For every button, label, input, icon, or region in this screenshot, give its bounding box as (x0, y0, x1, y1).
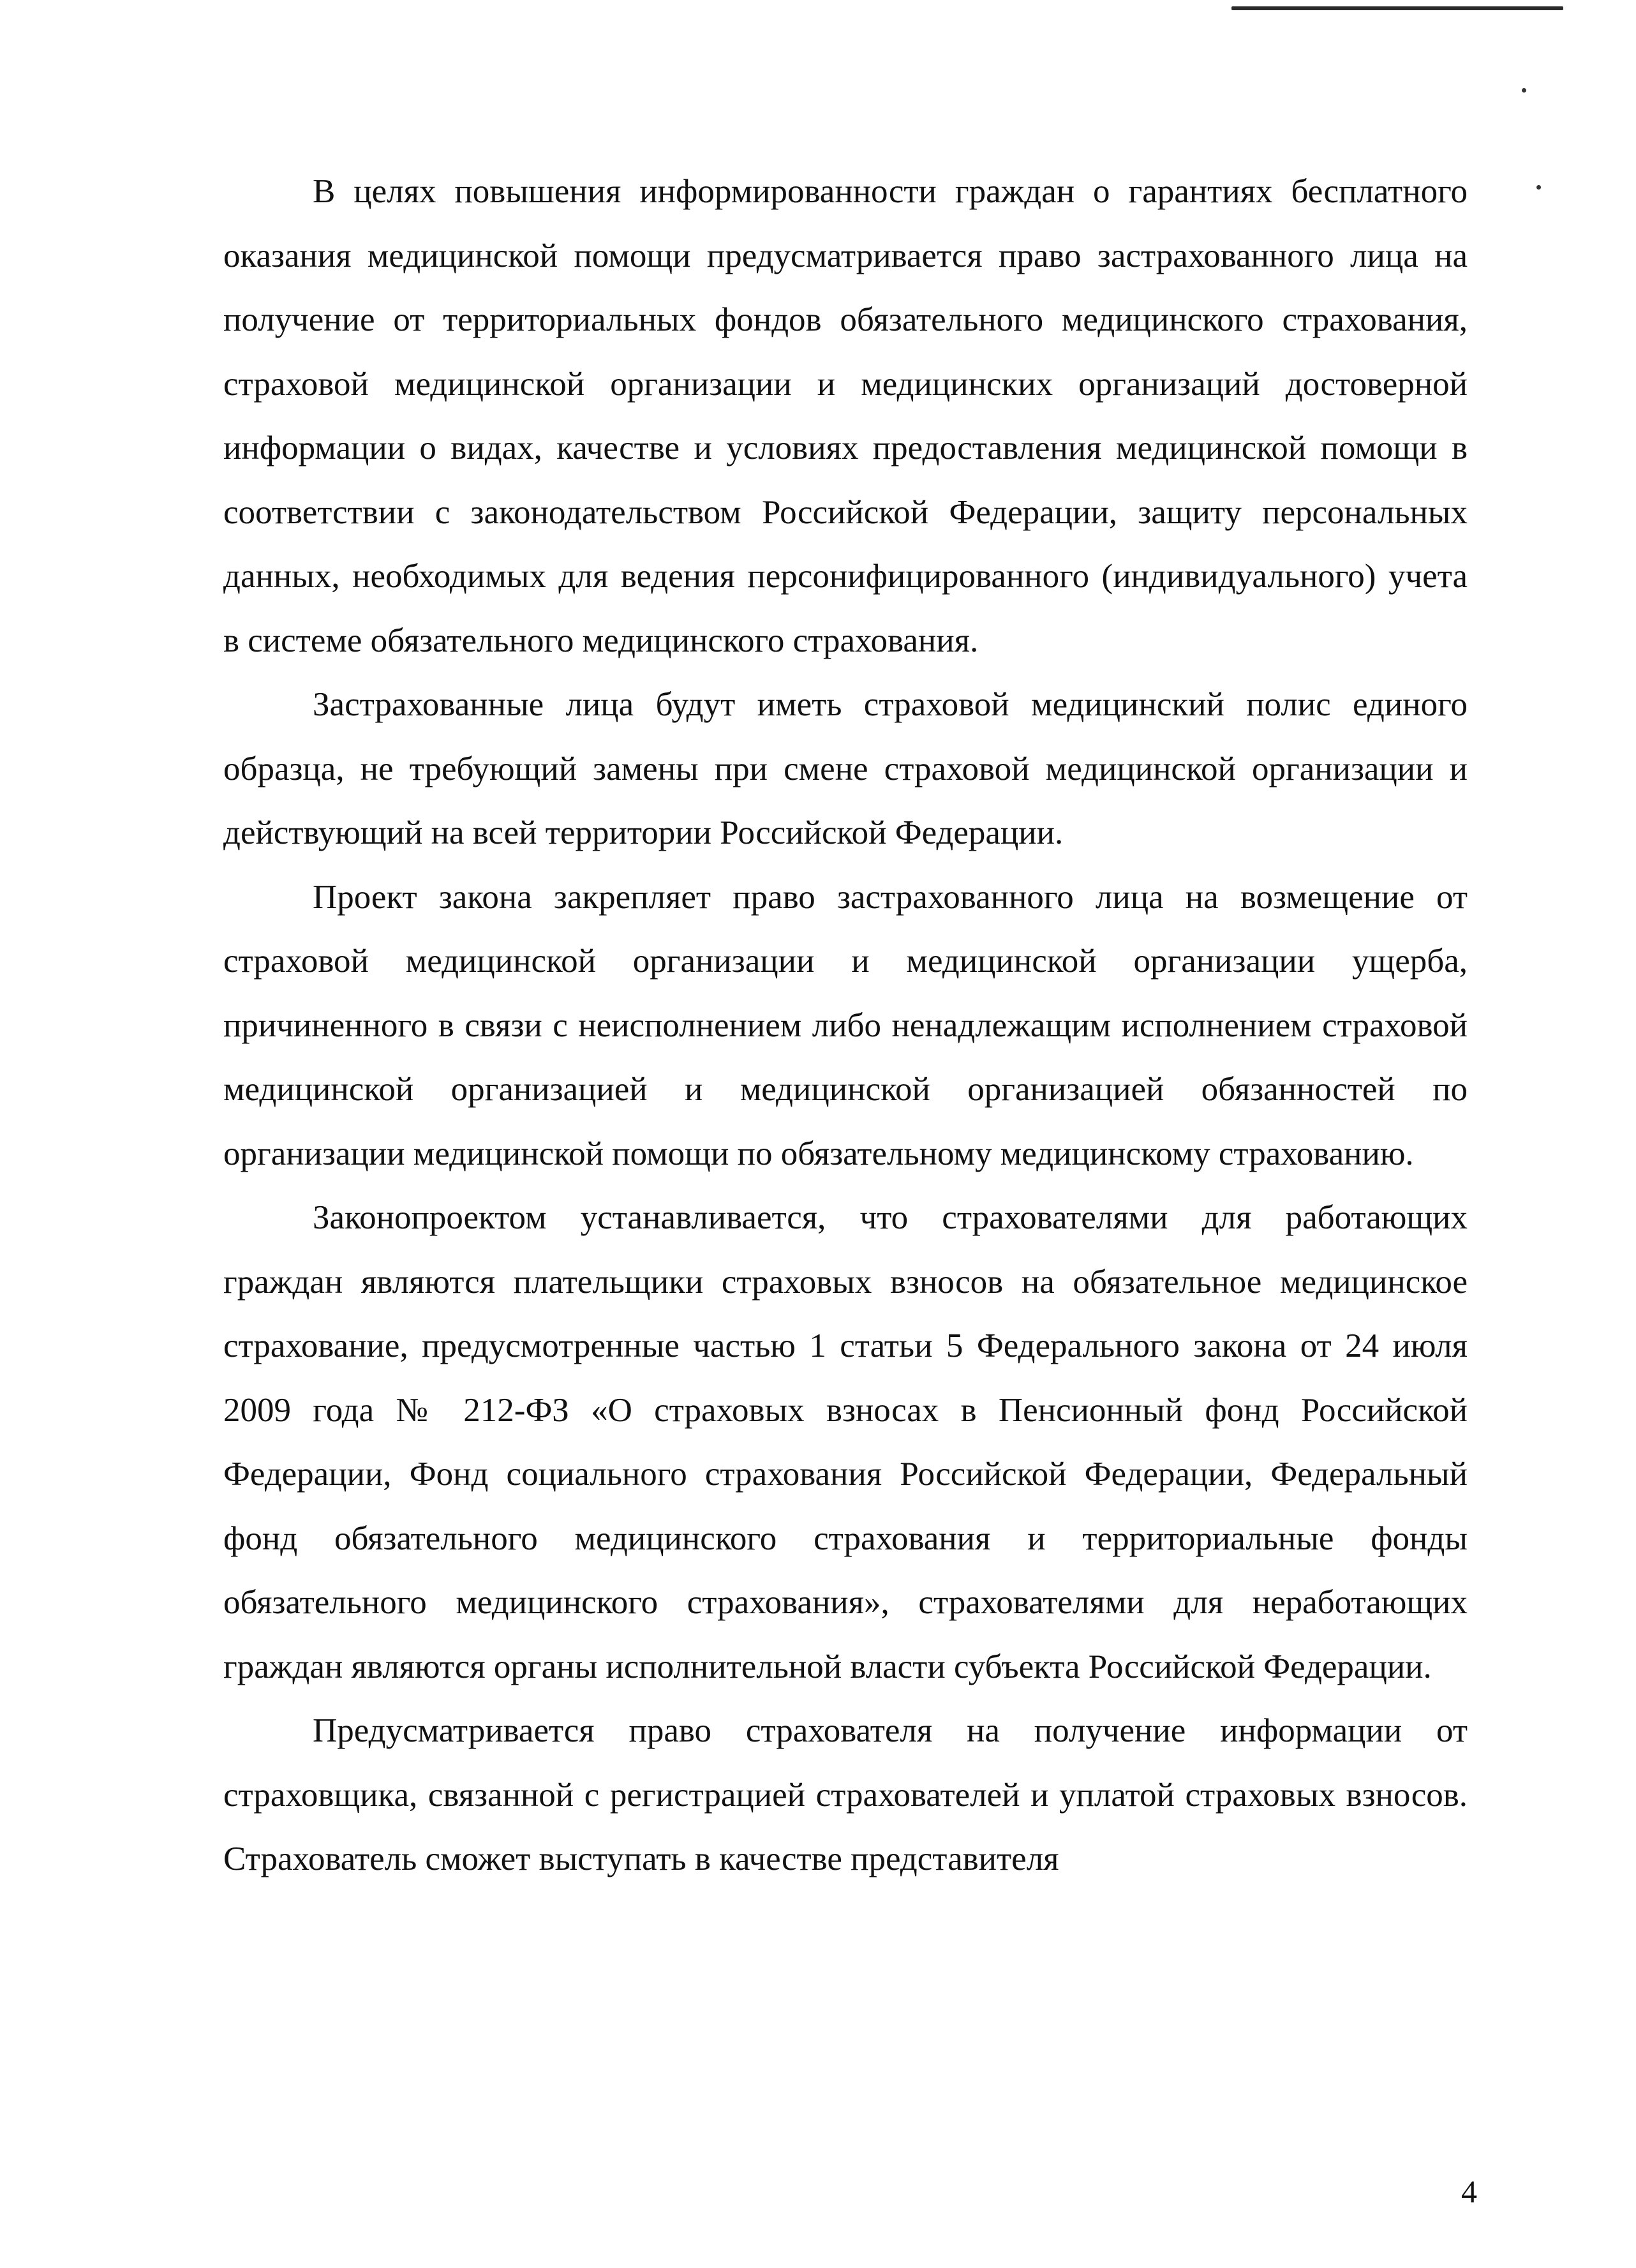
paragraph-policyholders: Законопроектом устанавливается, что страхователями для работающих граждан являются плательщики страховых взносов на обязательное медицинское страхование, предусмотренные частью 1 статьи 5 Федерального закона от 24 июля 2009 года № 212-ФЗ «О страховых взносах в Пенсионный фонд Российской Федерации, Фонд социального страхования Российской Федерации, Федеральный фонд обязательного медицинского страхования и территориальные фонды обязательного медицинского страхования», страхователями для неработающих граждан являются органы исполнительной власти субъекта Российской Федерации. (223, 1199, 1468, 1685)
document-body (223, 160, 1468, 1891)
page-number: 4 (1461, 2174, 1477, 2209)
paragraph-policyholder-rights: Предусматривается право страхователя на получение информации от страховщика, связанной с регистрацией страхователей и уплатой страховых взносов. Страхователь сможет выступать в качестве представителя (223, 1712, 1468, 1877)
scan-artifact-line (1231, 6, 1563, 10)
scan-artifact-speck (1536, 185, 1541, 190)
scan-artifact-speck (1522, 88, 1526, 93)
paragraph-information-rights: В целях повышения информированности граждан о гарантиях бесплатного оказания медицинской помощи предусматривается право застрахованного лица на получение от территориальных фондов обязательного медицинского страхования, страховой медицинской организации и медицинских организаций достоверной информации о видах, качестве и условиях предоставления медицинской помощи в соответствии с законодательством Российской Федерации, защиту персональных данных, необходимых для ведения персонифицированного (индивидуального) учета в системе обязательного медицинского страхования. (223, 173, 1468, 659)
paragraph-insurance-policy: Застрахованные лица будут иметь страховой медицинский полис единого образца, не требующий замены при смене страховой медицинской организации и действующий на всей территории Российской Федерации. (223, 686, 1468, 851)
paragraph-damage-compensation: Проект закона закрепляет право застрахованного лица на возмещение от страховой медицинской организации и медицинской организации ущерба, причиненного в связи с неисполнением либо ненадлежащим исполнением страховой медицинской организацией и медицинской организацией обязанностей по организации медицинской помощи по обязательному медицинскому страхованию. (223, 878, 1468, 1172)
